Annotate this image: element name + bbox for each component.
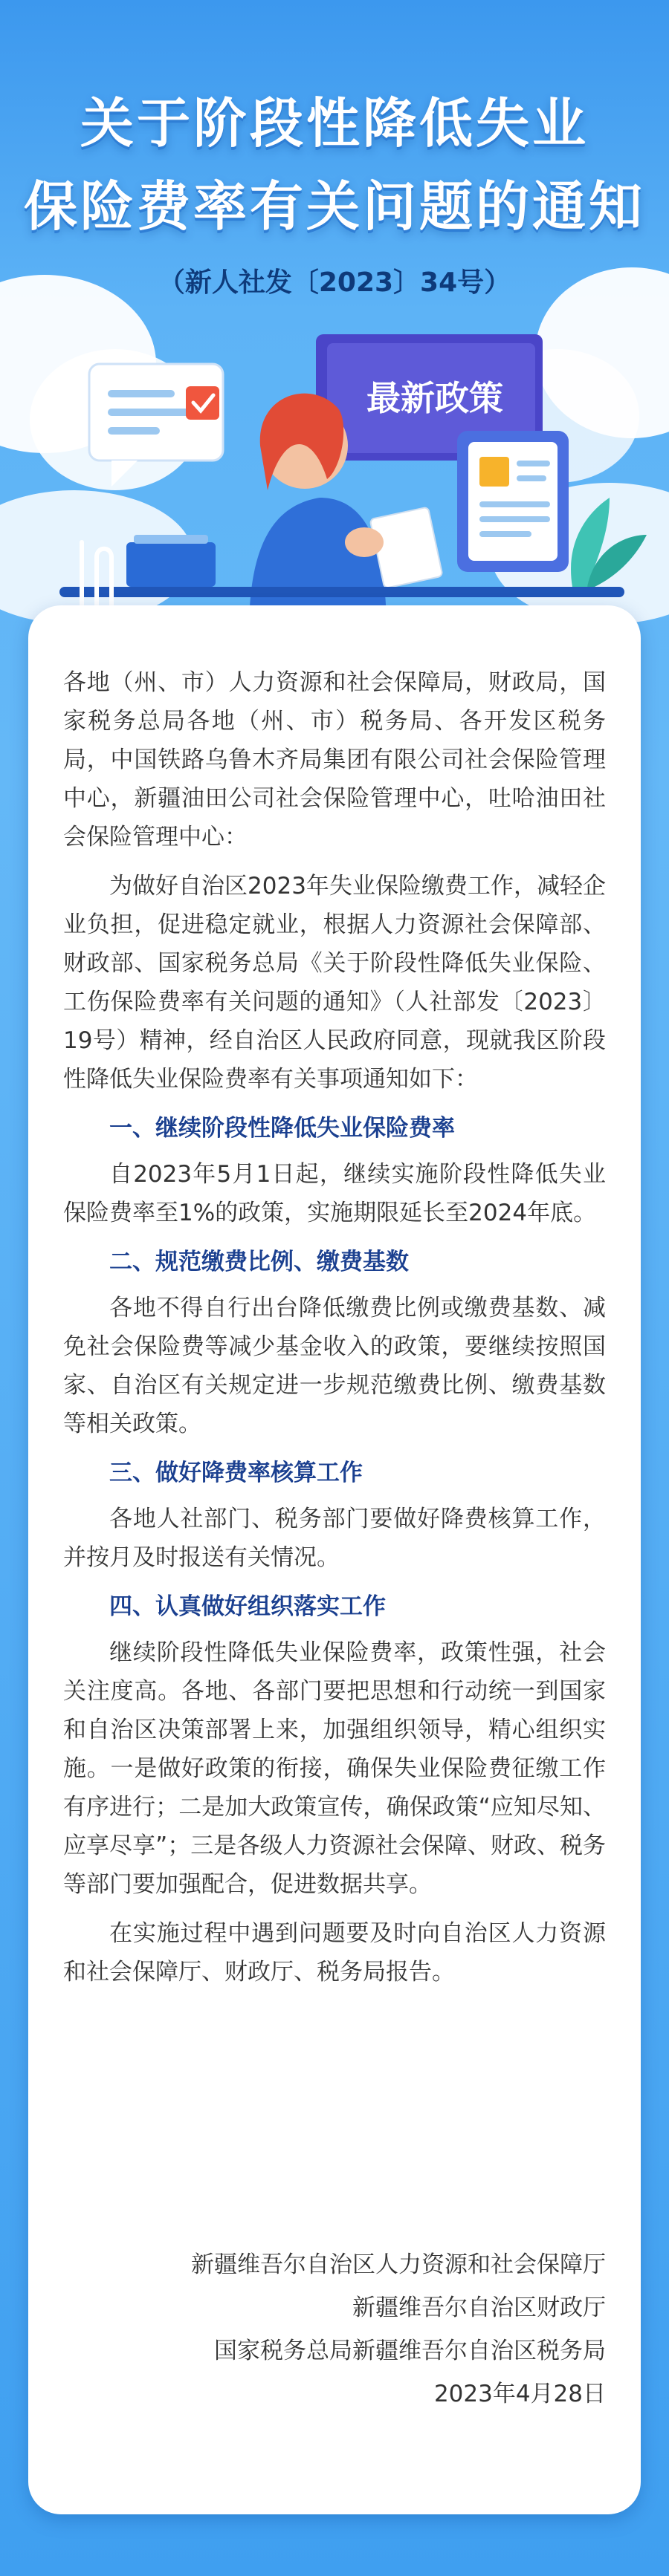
addressee: 各地（州、市）人力资源和社会保障局，财政局，国家税务总局各地（州、市）税务局、各开发区税务局，中国铁路乌鲁木齐局集团有限公司社会保险管理中心，新疆油田公司社会保险管理中心，吐哈油田社会保险管理中心： (63, 669, 606, 850)
document-body (63, 663, 606, 2002)
issuer-hr-department: 新疆维吾尔自治区人力资源和社会保障厅 (191, 2251, 606, 2278)
section-heading: 四、认真做好组织落实工作 (109, 1593, 386, 1620)
issuer-tax-bureau: 国家税务总局新疆维吾尔自治区税务局 (214, 2338, 606, 2364)
section-heading: 一、继续阶段性降低失业保险费率 (109, 1115, 455, 1142)
page-title-line1: 关于阶段性降低失业 (80, 92, 589, 155)
issuer-finance-department: 新疆维吾尔自治区财政厅 (352, 2294, 606, 2321)
page-title-line2: 保险费率有关问题的通知 (23, 175, 645, 238)
closing-paragraph: 在实施过程中遇到问题要及时向自治区人力资源和社会保障厅、财政厅、税务局报告。 (63, 1920, 606, 1985)
illustration (0, 319, 669, 631)
issue-date: 2023年4月28日 (433, 2381, 606, 2407)
section-heading: 二、规范缴费比例、缴费基数 (109, 1249, 409, 1275)
checkbox-icon (186, 386, 219, 420)
section-text: 各地人社部门、税务部门要做好降费核算工作，并按月及时报送有关情况。 (63, 1506, 606, 1571)
section-text: 各地不得自行出台降低缴费比例或缴费基数、减免社会保险费等减少基金收入的政策，要继续按照国家、自治区有关规定进一步规范缴费比例、缴费基数等相关政策。 (63, 1295, 606, 1437)
signature-block (63, 2243, 606, 2416)
section-text: 自2023年5月1日起，继续实施阶段性降低失业保险费率至1%的政策，实施期限延长至2024年底。 (63, 1161, 606, 1226)
board-label: 最新政策 (366, 378, 503, 418)
document-icon (457, 431, 569, 572)
document-number: （新人社发〔2023〕34号） (158, 267, 511, 298)
chat-bubble-icon (89, 364, 223, 487)
section-text: 继续阶段性降低失业保险费率，政策性强，社会关注度高。各地、各部门要把思想和行动统一到国家和自治区决策部署上来，加强组织领导，精心组织实施。一是做好政策的衔接，确保失业保险费征缴工作有序进行；二是加大政策宣传，确保政策“应知尽知、应享尽享”；三是各级人力资源社会保障、财政、税务等部门要加强配合，促进数据共享。 (63, 1639, 606, 1898)
section-heading: 三、做好降费率核算工作 (109, 1460, 363, 1486)
plant-icon (571, 498, 647, 587)
intro-paragraph: 为做好自治区2023年失业保险缴费工作，减轻企业负担，促进稳定就业，根据人力资源社会保障部、财政部、国家税务总局《关于阶段性降低失业保险、工伤保险费率有关问题的通知》（人社部发〔2023〕19号）精神，经自治区人民政府同意，现就我区阶段性降低失业保险费率有关事项通知如下： (63, 873, 606, 1093)
